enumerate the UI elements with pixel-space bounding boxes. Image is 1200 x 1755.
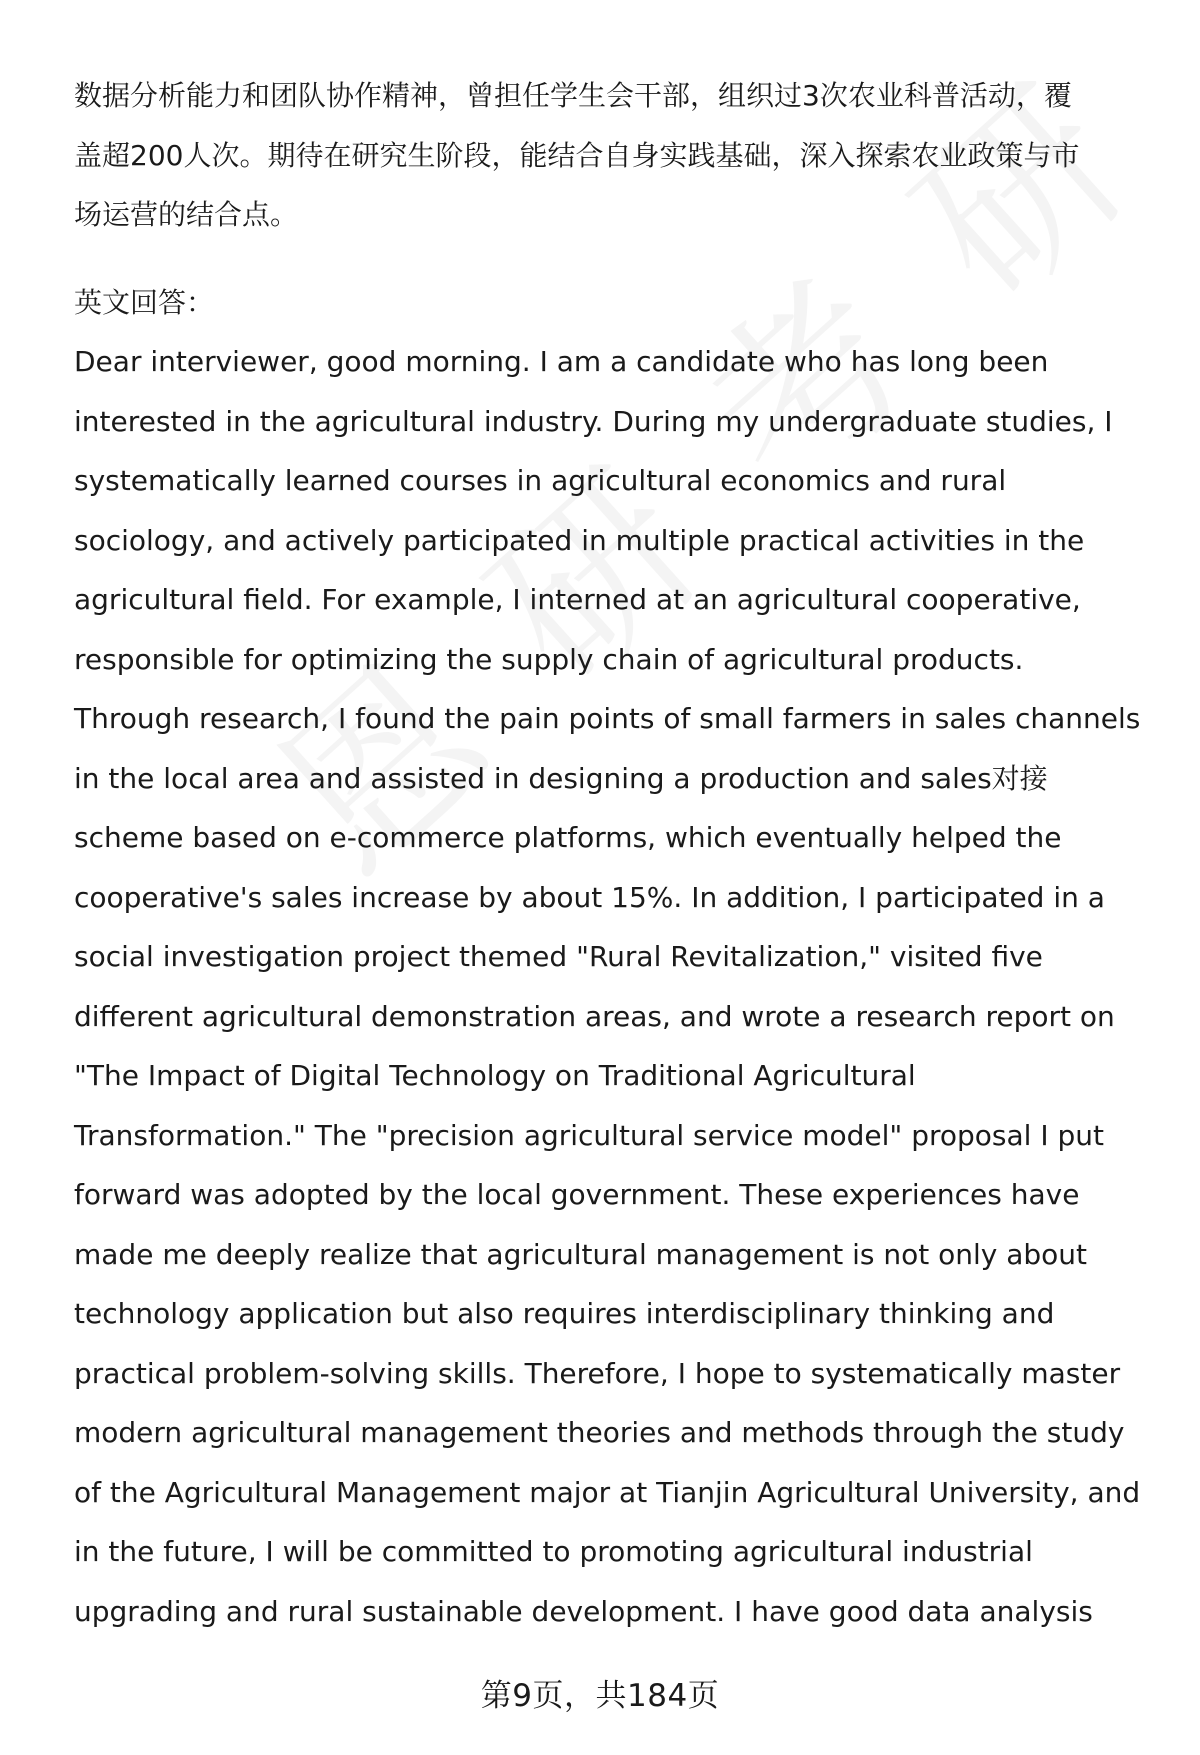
text-line: Transformation." The "precision agricultural service model" proposal I put bbox=[74, 1118, 1104, 1152]
text-line: modern agricultural management theories and methods through the study bbox=[74, 1416, 1125, 1449]
text-line: 场运营的结合点。 bbox=[74, 198, 299, 231]
text-line: technology application but also requires interdisciplinary thinking and bbox=[74, 1297, 1055, 1330]
english-answer-heading: 英文回答： bbox=[74, 285, 215, 319]
page-content bbox=[74, 66, 1154, 1641]
page-number-footer: 第9页，共184页 bbox=[480, 1678, 720, 1714]
text-line: systematically learned courses in agricultural economics and rural bbox=[74, 464, 1007, 497]
text-line: cooperative's sales increase by about 15%. In addition, I participated in a bbox=[74, 880, 1105, 914]
text-line: forward was adopted by the local government. These experiences have bbox=[74, 1178, 1080, 1211]
text-line: Through research, I found the pain points of small farmers in sales channels bbox=[74, 702, 1141, 735]
text-line: made me deeply realize that agricultural management is not only about bbox=[74, 1237, 1088, 1271]
text-line: practical problem-solving skills. Therefore, I hope to systematically master bbox=[74, 1356, 1121, 1390]
text-line: responsible for optimizing the supply chain of agricultural products. bbox=[74, 642, 1024, 676]
text-line: interested in the agricultural industry. During my undergraduate studies, I bbox=[74, 404, 1113, 438]
text-line: of the Agricultural Management major at Tianjin Agricultural University, and bbox=[74, 1475, 1141, 1509]
text-line: "The Impact of Digital Technology on Traditional Agricultural bbox=[74, 1059, 916, 1092]
text-line: scheme based on e-commerce platforms, which eventually helped the bbox=[74, 821, 1062, 854]
text-line: upgrading and rural sustainable development. I have good data analysis bbox=[74, 1594, 1093, 1628]
text-line: 数据分析能力和团队协作精神，曾担任学生会干部，组织过3次农业科普活动，覆 bbox=[74, 79, 1072, 112]
text-line: agricultural field. For example, I interned at an agricultural cooperative, bbox=[74, 583, 1081, 616]
text-line: in the local area and assisted in designing a production and sales对接 bbox=[74, 761, 1048, 795]
text-line: social investigation project themed "Rural Revitalization," visited five bbox=[74, 940, 1043, 973]
text-line: sociology, and actively participated in multiple practical activities in the bbox=[74, 523, 1085, 557]
text-line: 盖超200人次。期待在研究生阶段，能结合自身实践基础，深入探索农业政策与市 bbox=[74, 138, 1080, 172]
text-line: Dear interviewer, good morning. I am a candidate who has long been bbox=[74, 345, 1049, 378]
english-answer-paragraph bbox=[74, 332, 1154, 1641]
text-line: in the future, I will be committed to promoting agricultural industrial bbox=[74, 1535, 1033, 1568]
chinese-answer-paragraph bbox=[74, 66, 1154, 245]
text-line: different agricultural demonstration areas, and wrote a research report on bbox=[74, 999, 1115, 1033]
